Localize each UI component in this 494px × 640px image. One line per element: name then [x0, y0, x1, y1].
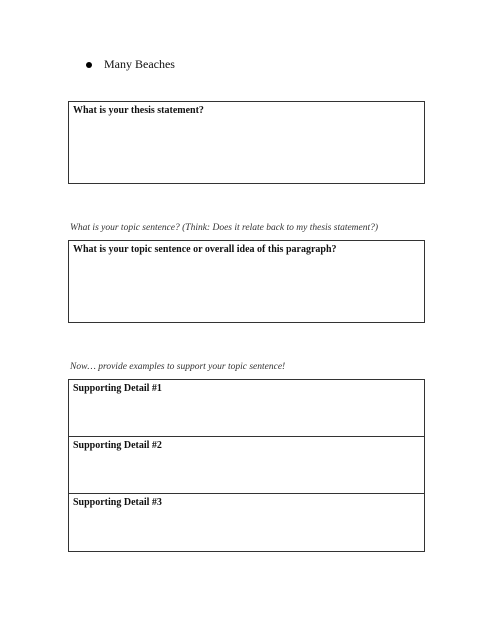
topic-sentence-box[interactable] [68, 240, 425, 323]
supporting-detail-2-cell[interactable] [69, 437, 424, 494]
examples-prompt: Now… provide examples to support your topic sentence! [70, 362, 286, 372]
supporting-details-table [68, 379, 425, 552]
thesis-statement-box[interactable] [68, 101, 425, 184]
topic-sentence-label: What is your topic sentence or overall idea of this paragraph? [73, 244, 337, 255]
supporting-detail-1-cell[interactable] [69, 380, 424, 437]
topic-sentence-prompt: What is your topic sentence? (Think: Does it relate back to my thesis statement?) [70, 223, 379, 233]
supporting-detail-2-label: Supporting Detail #2 [73, 440, 162, 451]
supporting-detail-3-cell[interactable] [69, 494, 424, 552]
thesis-statement-label: What is your thesis statement? [73, 105, 204, 116]
bullet-item [86, 57, 175, 72]
bullet-dot-icon [86, 62, 92, 68]
bullet-text: Many Beaches [104, 57, 175, 71]
supporting-detail-3-label: Supporting Detail #3 [73, 497, 162, 508]
supporting-detail-1-label: Supporting Detail #1 [73, 383, 162, 394]
